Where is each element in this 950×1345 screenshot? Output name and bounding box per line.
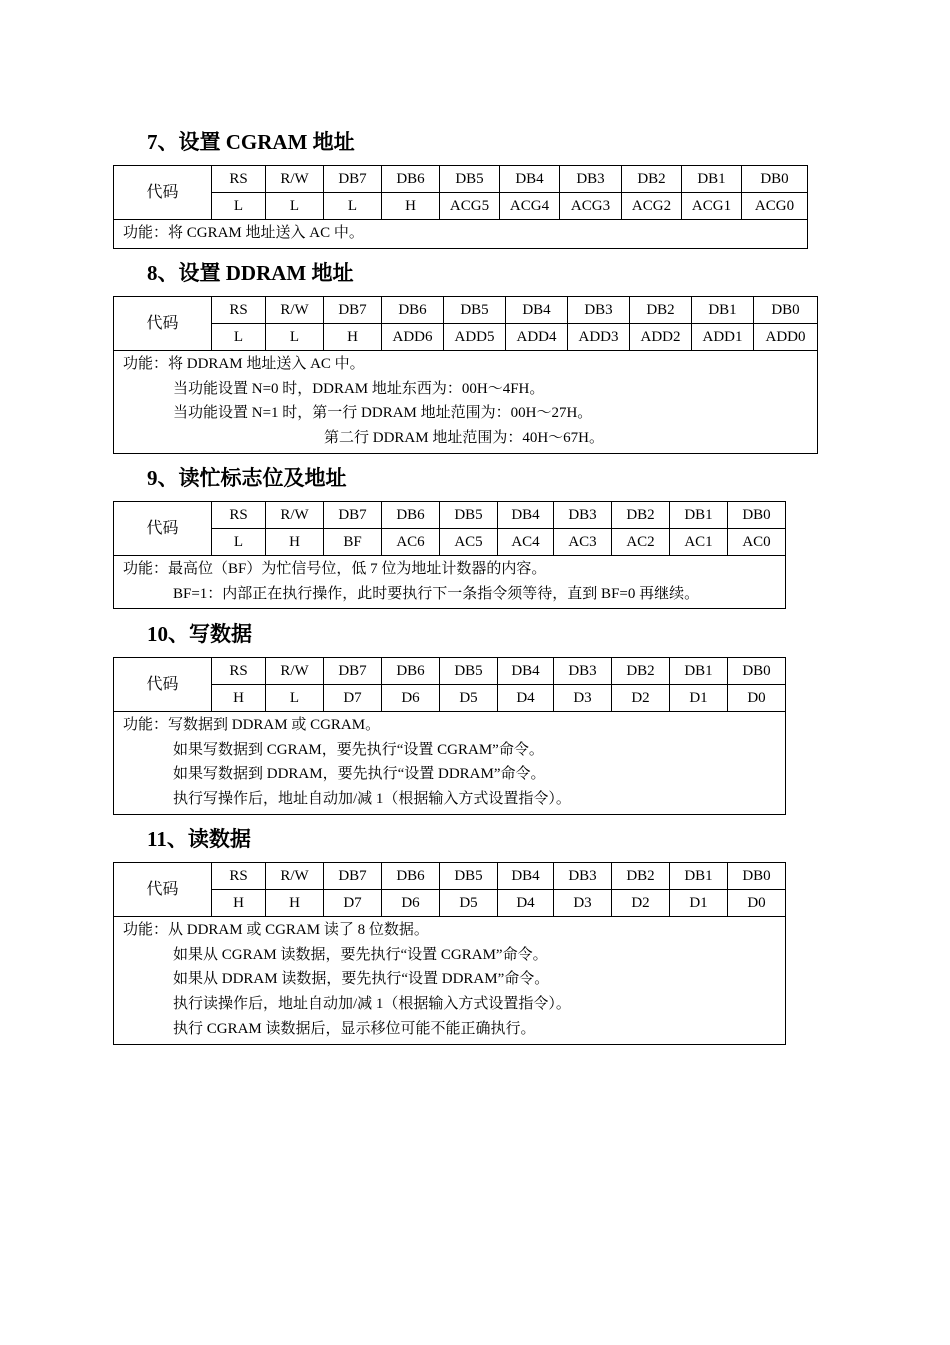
function-line: 执行写操作后，地址自动加/减 1（根据输入方式设置指令）。 [173, 791, 571, 808]
code-label: 代码 [114, 863, 212, 917]
function-description [114, 351, 818, 454]
function-line: 执行读操作后，地址自动加/减 1（根据输入方式设置指令）。 [173, 996, 571, 1013]
value-cell: ACG4 [500, 193, 560, 220]
function-line: 功能：从 DDRAM 或 CGRAM 读了 8 位数据。 [123, 922, 429, 938]
header-cell: DB4 [498, 658, 554, 685]
value-cell: ADD1 [692, 324, 754, 351]
function-line: 功能：将 DDRAM 地址送入 AC 中。 [123, 356, 365, 372]
value-cell: D2 [612, 890, 670, 917]
header-cell: RS [212, 166, 266, 193]
value-cell: H [266, 529, 324, 556]
value-cell: AC1 [670, 529, 728, 556]
value-cell: BF [324, 529, 382, 556]
value-cell: D7 [324, 890, 382, 917]
header-cell: DB3 [560, 166, 622, 193]
header-cell: DB5 [440, 658, 498, 685]
value-cell: D7 [324, 685, 382, 712]
header-cell: DB0 [754, 297, 818, 324]
section-title: 11、读数据 [147, 827, 251, 851]
header-cell: DB0 [728, 863, 786, 890]
function-line: 执行 CGRAM 读数据后，显示移位可能不能正确执行。 [173, 1020, 536, 1037]
value-cell: D5 [440, 890, 498, 917]
header-cell: DB2 [622, 166, 682, 193]
function-line: 当功能设置 N=0 时，DDRAM 地址东西为：00H～4FH。 [173, 380, 545, 397]
value-cell: H [266, 890, 324, 917]
section-title: 10、写数据 [147, 622, 252, 646]
value-cell: ADD3 [568, 324, 630, 351]
header-cell: DB7 [324, 502, 382, 529]
header-cell: DB4 [506, 297, 568, 324]
header-cell: DB1 [670, 502, 728, 529]
value-cell: ADD0 [754, 324, 818, 351]
header-cell: DB3 [554, 863, 612, 890]
value-cell: H [212, 685, 266, 712]
header-cell: DB0 [728, 502, 786, 529]
code-label: 代码 [114, 297, 212, 351]
value-cell: ACG5 [440, 193, 500, 220]
header-cell: DB6 [382, 658, 440, 685]
value-cell: D3 [554, 685, 612, 712]
header-cell: DB1 [682, 166, 742, 193]
header-cell: DB5 [440, 863, 498, 890]
value-cell: L [324, 193, 382, 220]
function-line: 如果从 DDRAM 读数据，要先执行“设置 DDRAM”命令。 [173, 971, 550, 988]
header-cell: DB7 [324, 166, 382, 193]
command-table [113, 501, 786, 609]
header-cell: DB4 [498, 863, 554, 890]
value-cell: D6 [382, 685, 440, 712]
value-cell: H [324, 324, 382, 351]
header-cell: RS [212, 297, 266, 324]
command-table [113, 657, 786, 815]
header-cell: R/W [266, 502, 324, 529]
header-cell: DB7 [324, 863, 382, 890]
function-line: 功能：最高位（BF）为忙信号位，低 7 位为地址计数器的内容。 [123, 561, 547, 577]
value-cell: AC6 [382, 529, 440, 556]
header-cell: DB7 [324, 658, 382, 685]
value-cell: AC5 [440, 529, 498, 556]
value-cell: L [266, 324, 324, 351]
value-cell: ADD4 [506, 324, 568, 351]
value-cell: L [266, 193, 324, 220]
value-cell: H [382, 193, 440, 220]
header-cell: DB1 [692, 297, 754, 324]
header-cell: DB1 [670, 863, 728, 890]
header-cell: R/W [266, 297, 324, 324]
command-table [113, 165, 808, 249]
header-cell: DB2 [612, 502, 670, 529]
value-cell: ACG0 [742, 193, 808, 220]
function-line: 第二行 DDRAM 地址范围为：40H～67H。 [324, 430, 605, 447]
header-cell: R/W [266, 863, 324, 890]
function-description [114, 556, 786, 609]
header-cell: RS [212, 502, 266, 529]
value-cell: AC3 [554, 529, 612, 556]
value-cell: D1 [670, 890, 728, 917]
code-label: 代码 [114, 658, 212, 712]
header-cell: DB0 [742, 166, 808, 193]
header-cell: DB3 [554, 502, 612, 529]
function-description [114, 712, 786, 815]
value-cell: L [212, 529, 266, 556]
header-cell: DB3 [554, 658, 612, 685]
value-cell: ACG2 [622, 193, 682, 220]
header-cell: DB0 [728, 658, 786, 685]
header-cell: R/W [266, 658, 324, 685]
function-line: 如果写数据到 CGRAM，要先执行“设置 CGRAM”命令。 [173, 741, 544, 758]
header-cell: RS [212, 658, 266, 685]
header-cell: R/W [266, 166, 324, 193]
value-cell: D2 [612, 685, 670, 712]
header-cell: DB2 [612, 658, 670, 685]
function-line: 功能：将 CGRAM 地址送入 AC 中。 [123, 225, 364, 241]
header-cell: DB2 [630, 297, 692, 324]
header-cell: DB7 [324, 297, 382, 324]
header-cell: DB6 [382, 863, 440, 890]
value-cell: L [212, 193, 266, 220]
command-table [113, 862, 786, 1045]
value-cell: AC4 [498, 529, 554, 556]
value-cell: H [212, 890, 266, 917]
header-cell: DB5 [440, 166, 500, 193]
function-line: 如果写数据到 DDRAM，要先执行“设置 DDRAM”命令。 [173, 766, 546, 783]
value-cell: AC2 [612, 529, 670, 556]
command-table [113, 296, 818, 454]
function-line: BF=1：内部正在执行操作，此时要执行下一条指令须等待，直到 BF=0 再继续。 [173, 585, 700, 602]
value-cell: L [266, 685, 324, 712]
function-description [114, 220, 808, 249]
header-cell: DB5 [440, 502, 498, 529]
section-title: 8、设置 DDRAM 地址 [147, 261, 354, 285]
value-cell: ADD2 [630, 324, 692, 351]
value-cell: L [212, 324, 266, 351]
header-cell: DB1 [670, 658, 728, 685]
code-label: 代码 [114, 502, 212, 556]
header-cell: DB3 [568, 297, 630, 324]
value-cell: D1 [670, 685, 728, 712]
function-line: 当功能设置 N=1 时，第一行 DDRAM 地址范围为：00H～27H。 [173, 405, 593, 422]
header-cell: DB4 [498, 502, 554, 529]
function-description [114, 917, 786, 1045]
section-title: 7、设置 CGRAM 地址 [147, 130, 355, 154]
value-cell: AC0 [728, 529, 786, 556]
value-cell: D0 [728, 685, 786, 712]
section-title: 9、读忙标志位及地址 [147, 466, 347, 490]
header-cell: DB5 [444, 297, 506, 324]
value-cell: D3 [554, 890, 612, 917]
header-cell: RS [212, 863, 266, 890]
header-cell: DB6 [382, 166, 440, 193]
value-cell: D6 [382, 890, 440, 917]
function-line: 功能：写数据到 DDRAM 或 CGRAM。 [123, 717, 381, 733]
value-cell: D4 [498, 685, 554, 712]
header-cell: DB6 [382, 297, 444, 324]
value-cell: D4 [498, 890, 554, 917]
header-cell: DB6 [382, 502, 440, 529]
header-cell: DB2 [612, 863, 670, 890]
value-cell: ACG3 [560, 193, 622, 220]
code-label: 代码 [114, 166, 212, 220]
value-cell: D0 [728, 890, 786, 917]
value-cell: ADD5 [444, 324, 506, 351]
function-line: 如果从 CGRAM 读数据，要先执行“设置 CGRAM”命令。 [173, 946, 548, 963]
value-cell: ADD6 [382, 324, 444, 351]
value-cell: ACG1 [682, 193, 742, 220]
value-cell: D5 [440, 685, 498, 712]
header-cell: DB4 [500, 166, 560, 193]
